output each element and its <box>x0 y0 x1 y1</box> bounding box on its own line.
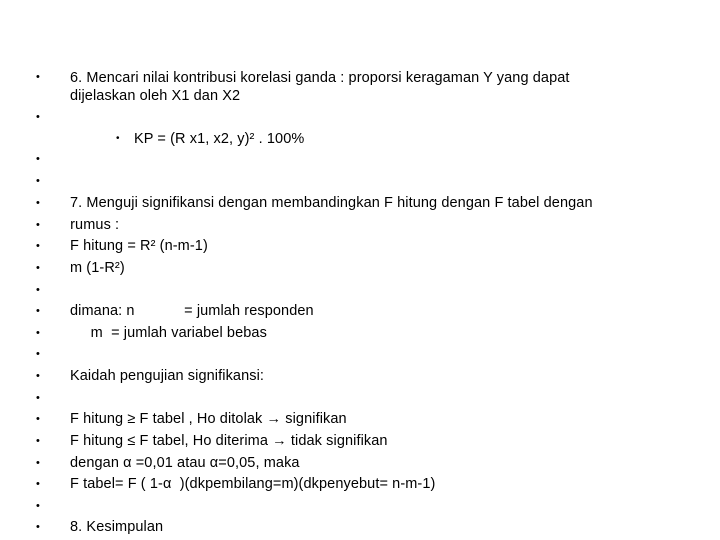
bullet-13: • <box>36 370 40 382</box>
bullet-4: • <box>36 175 40 187</box>
f-tabel-formula: F tabel= F ( 1-α )(dkpembilang=m)(dkpenyebut= n-m-1) <box>70 476 436 492</box>
bullet-6: • <box>36 219 40 231</box>
bullet-1: • <box>36 71 40 83</box>
bullet-20: • <box>36 521 40 533</box>
bullet-16: • <box>36 435 40 447</box>
bullet-9: • <box>36 284 40 296</box>
kp-formula: KP = (R x1, x2, y)² . 100% <box>134 131 305 147</box>
bullet-11: • <box>36 327 40 339</box>
bullet-5: • <box>36 197 40 209</box>
item-6-continuation: dijelaskan oleh X1 dan X2 <box>70 88 241 104</box>
dimana-n-definition: dimana: n = jumlah responden <box>70 303 314 319</box>
rule-ho-diterima: F hitung ≤ F tabel, Ho diterima → tidak signifikan <box>70 433 388 449</box>
bullet-2: • <box>36 111 40 123</box>
bullet-14: • <box>36 392 40 404</box>
bullet-10: • <box>36 305 40 317</box>
bullet-19: • <box>36 500 40 512</box>
m-definition: m = jumlah variabel bebas <box>70 325 267 341</box>
bullet-15: • <box>36 413 40 425</box>
rule-ho-ditolak: F hitung ≥ F tabel , Ho ditolak → signifikan <box>70 411 347 427</box>
f-hitung-denominator: m (1-R²) <box>70 260 125 276</box>
bullet-18: • <box>36 478 40 490</box>
sub-bullet-kp: • <box>116 133 120 144</box>
bullet-7: • <box>36 240 40 252</box>
item-6-heading: 6. Mencari nilai kontribusi korelasi ganda : proporsi keragaman Y yang dapat <box>70 70 570 86</box>
item-8-kesimpulan: 8. Kesimpulan <box>70 519 164 535</box>
kaidah-heading: Kaidah pengujian signifikansi: <box>70 368 265 384</box>
bullet-12: • <box>36 348 40 360</box>
f-hitung-numerator: F hitung = R² (n-m-1) <box>70 238 208 254</box>
bullet-8: • <box>36 262 40 274</box>
bullet-3: • <box>36 153 40 165</box>
bullet-17: • <box>36 457 40 469</box>
item-7-rumus: rumus : <box>66 217 120 233</box>
alpha-levels: dengan α =0,01 atau α=0,05, maka <box>70 455 300 471</box>
item-7-heading: 7. Menguji signifikansi dengan membandingkan F hitung dengan F tabel dengan <box>70 195 593 211</box>
